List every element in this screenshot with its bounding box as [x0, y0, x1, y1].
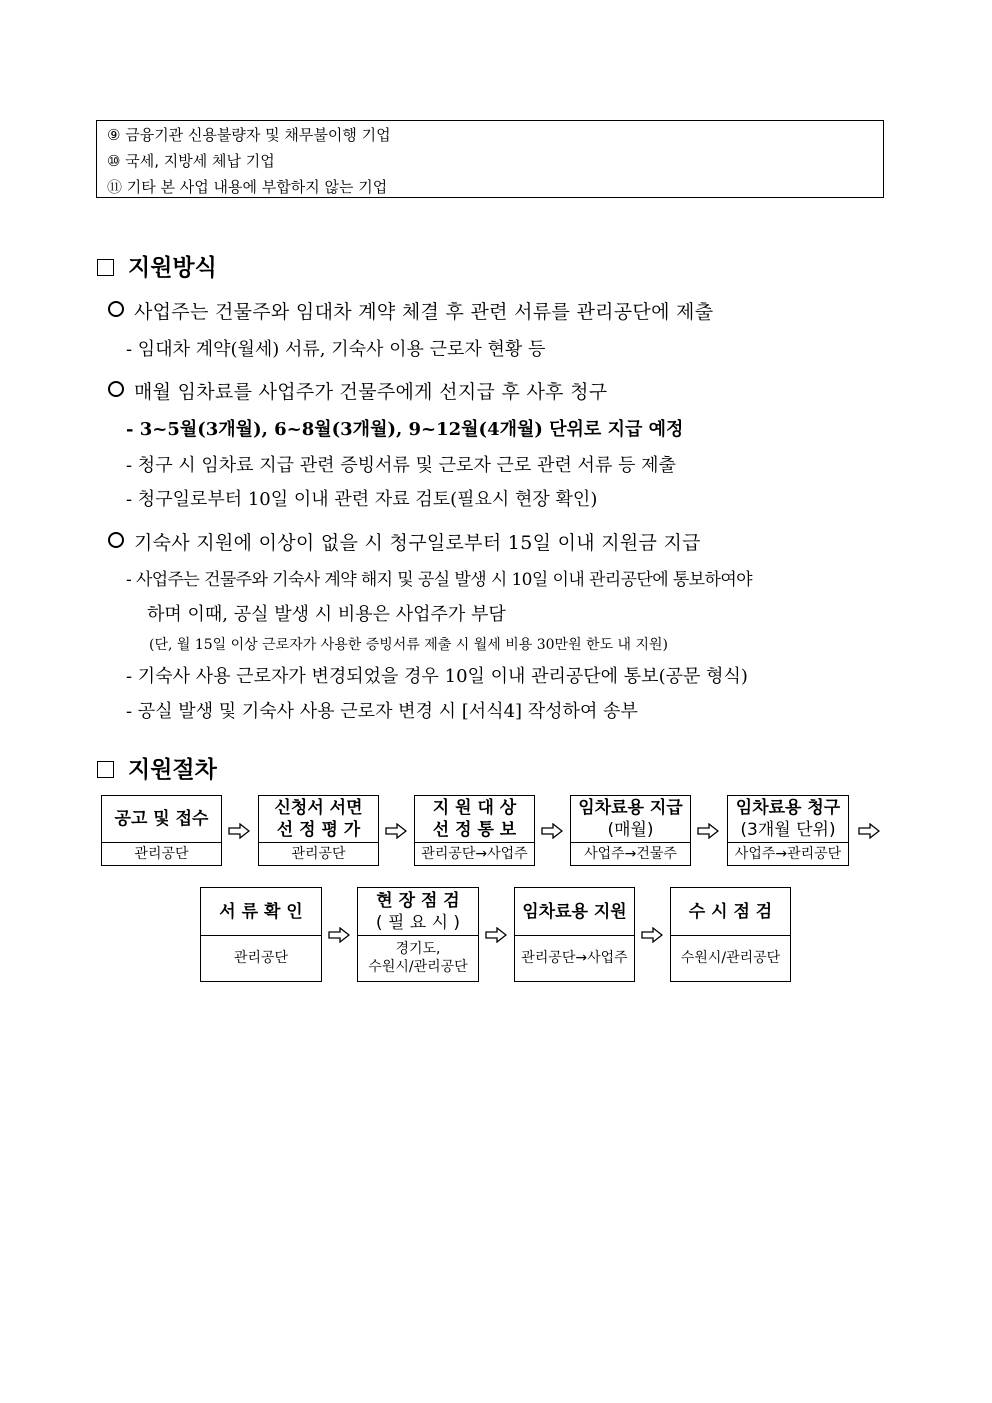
flow-step-document-check: 서 류 확 인 관리공단 [200, 887, 322, 982]
sub-item: - 사업주는 건물주와 기숙사 계약 해지 및 공실 발생 시 10일 이내 관리공단에 통보하여야 [126, 570, 752, 590]
circle-bullet-icon [108, 532, 124, 548]
flow-step-selection-notice: 지 원 대 상 선 정 통 보 관리공단→사업주 [414, 795, 535, 866]
flow-step-ad-hoc-inspection: 수 시 점 검 수원시/관리공단 [670, 887, 791, 982]
arrow-right-icon [385, 823, 407, 839]
sub-item-continuation: 하며 이때, 공실 발생 시 비용은 사업주가 부담 [147, 604, 506, 625]
arrow-right-icon [541, 823, 563, 839]
bullet-item: 매월 임차료를 사업주가 건물주에게 선지급 후 사후 청구 [108, 377, 607, 404]
sub-item: - 임대차 계약(월세) 서류, 기숙사 이용 근로자 현황 등 [126, 339, 546, 360]
exclusion-item-11: ⑪ 기타 본 사업 내용에 부합하지 않는 기업 [107, 178, 388, 196]
sub-item: - 청구일로부터 10일 이내 관련 자료 검토(필요시 현장 확인) [126, 489, 598, 510]
sub-item: - 공실 발생 및 기숙사 사용 근로자 변경 시 [서식4] 작성하여 송부 [126, 701, 638, 722]
arrow-right-icon [228, 823, 250, 839]
checkbox-square-icon [97, 761, 114, 778]
arrow-right-icon [697, 823, 719, 839]
sub-item: - 청구 시 임차료 지급 관련 증빙서류 및 근로자 근로 관련 서류 등 제출 [126, 455, 676, 476]
arrow-right-icon [858, 823, 880, 839]
exclusion-item-9: ⑨ 금융기관 신용불량자 및 채무불이행 기업 [107, 126, 391, 144]
arrow-right-icon [328, 927, 350, 943]
arrow-right-icon [641, 927, 663, 943]
exclusion-item-10: ⑩ 국세, 지방세 체납 기업 [107, 152, 275, 170]
arrow-right-icon [485, 927, 507, 943]
circle-bullet-icon [108, 301, 124, 317]
note: (단, 월 15일 이상 근로자가 사용한 증빙서류 제출 시 월세 비용 30만원 한도 내 지원) [149, 637, 669, 653]
flow-step-rent-support: 임차료용 지원 관리공단→사업주 [514, 887, 635, 982]
bullet-item: 사업주는 건물주와 임대차 계약 체결 후 관련 서류를 관리공단에 제출 [108, 297, 713, 324]
sub-item-emphasis: - 3~5월(3개월), 6~8월(3개월), 9~12월(4개월) 단위로 지급 예정 [126, 419, 684, 440]
section-title-support-method: 지원방식 [97, 249, 217, 282]
checkbox-square-icon [97, 259, 114, 276]
flow-step-rent-claim: 임차료용 청구 (3개월 단위) 사업주→관리공단 [727, 795, 849, 866]
flow-step-announcement: 공고 및 접수 관리공단 [101, 795, 222, 866]
circle-bullet-icon [108, 381, 124, 397]
sub-item: - 기숙사 사용 근로자가 변경되었을 경우 10일 이내 관리공단에 통보(공문 형식) [126, 666, 748, 687]
section-title-support-procedure: 지원절차 [97, 751, 217, 784]
exclusion-list-box [96, 120, 884, 198]
flow-step-document-review: 신청서 서면 선 정 평 가 관리공단 [258, 795, 379, 866]
flow-step-rent-payment: 임차료용 지급 (매월) 사업주→건물주 [570, 795, 691, 866]
flow-step-site-inspection: 현 장 점 검 ( 필 요 시 ) 경기도, 수원시/관리공단 [357, 887, 479, 982]
bullet-item: 기숙사 지원에 이상이 없을 시 청구일로부터 15일 이내 지원금 지급 [108, 528, 701, 555]
